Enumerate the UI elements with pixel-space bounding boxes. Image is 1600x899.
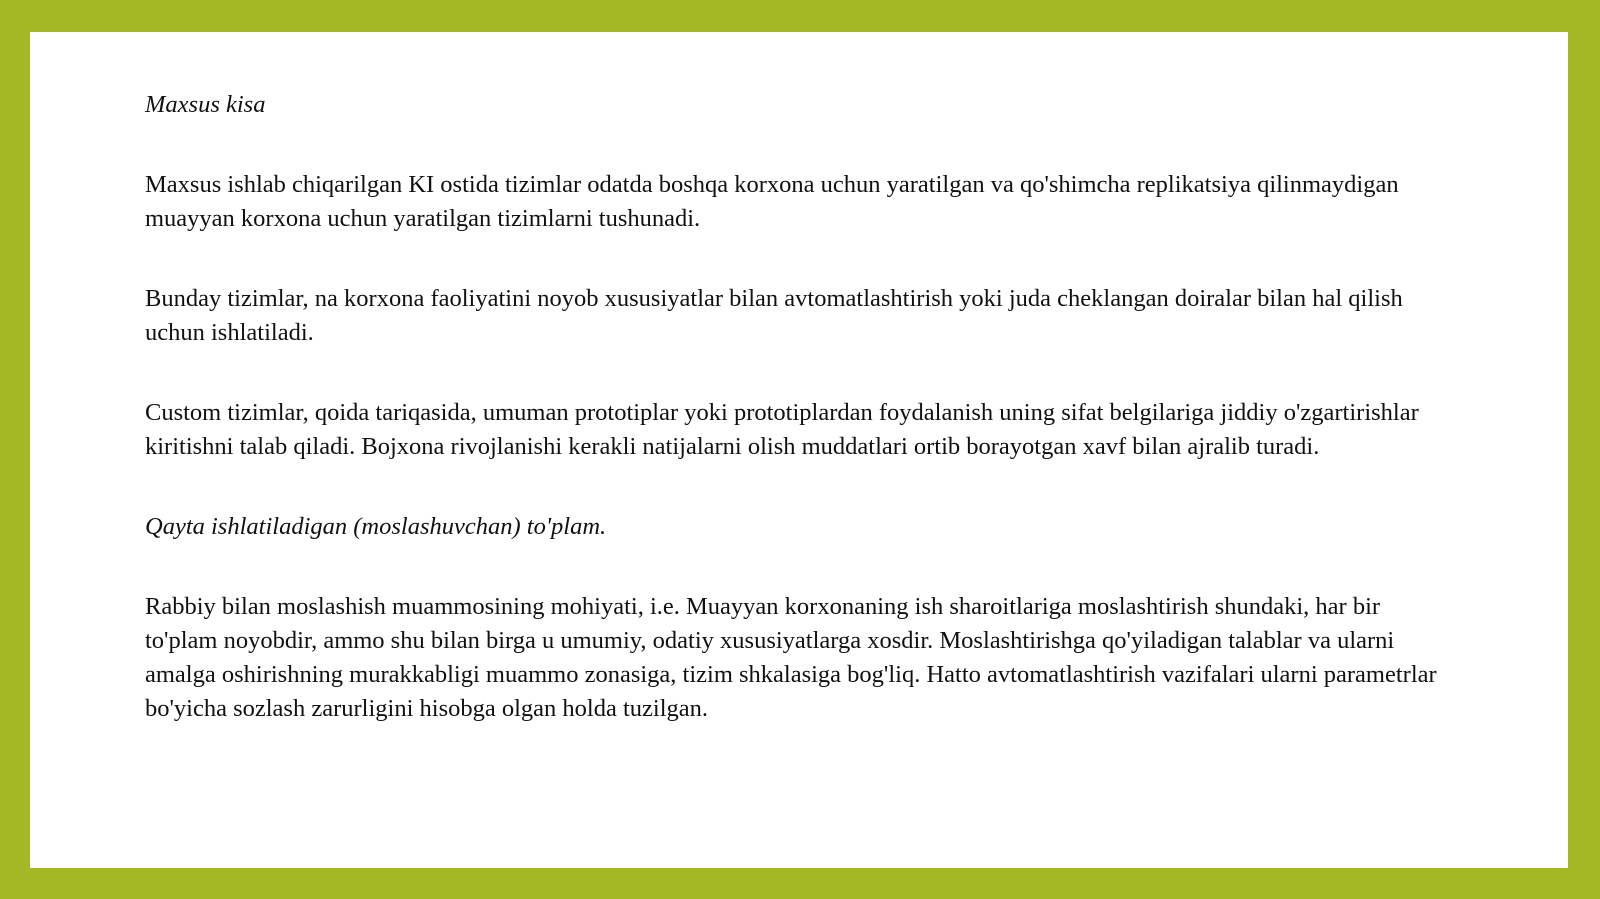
- paragraph-adaptation: Rabbiy bilan moslashish muammosining mohiyati, i.e. Muayyan korxonaning ish sharoitlariga moslashtirish shundaki, har bir to'plam noyobdir, ammo shu bilan birga u umumiy, odatiy xususiyatlarga xosdir. Moslashtirishga qo'yiladigan talablar va ularni amalga oshirishning murakkabligi muammo zonasiga, tizim shkalasiga bog'liq. Hatto avtomatlashtirish vazifalari ularni parametrlar bo'yicha sozlash zarurligini hisobga olgan holda tuzilgan.: [145, 593, 1437, 722]
- slide: [30, 32, 1568, 868]
- paragraph-custom-usage: Bunday tizimlar, na korxona faoliyatini noyob xususiyatlar bilan avtomatlashtirish yoki juda cheklangan doiralar bilan hal qilish uchun ishlatiladi.: [145, 285, 1403, 346]
- section-heading-custom: Maxsus kisa: [145, 91, 266, 118]
- paragraph-custom-prototypes: Custom tizimlar, qoida tariqasida, umuman prototiplar yoki prototiplardan foydalanish uning sifat belgilariga jiddiy o'zgartirishlar kiritishni talab qiladi. Bojxona rivojlanishi kerakli natijalarni olish muddatlari ortib borayotgan xavf bilan ajralib turadi.: [145, 399, 1419, 460]
- slide-content: [145, 88, 1445, 772]
- paragraph-custom-definition: Maxsus ishlab chiqarilgan KI ostida tizimlar odatda boshqa korxona uchun yaratilgan va qo'shimcha replikatsiya qilinmaydigan muayyan korxona uchun yaratilgan tizimlarni tushunadi.: [145, 171, 1399, 232]
- section-heading-reusable: Qayta ishlatiladigan (moslashuvchan) to'plam.: [145, 513, 607, 540]
